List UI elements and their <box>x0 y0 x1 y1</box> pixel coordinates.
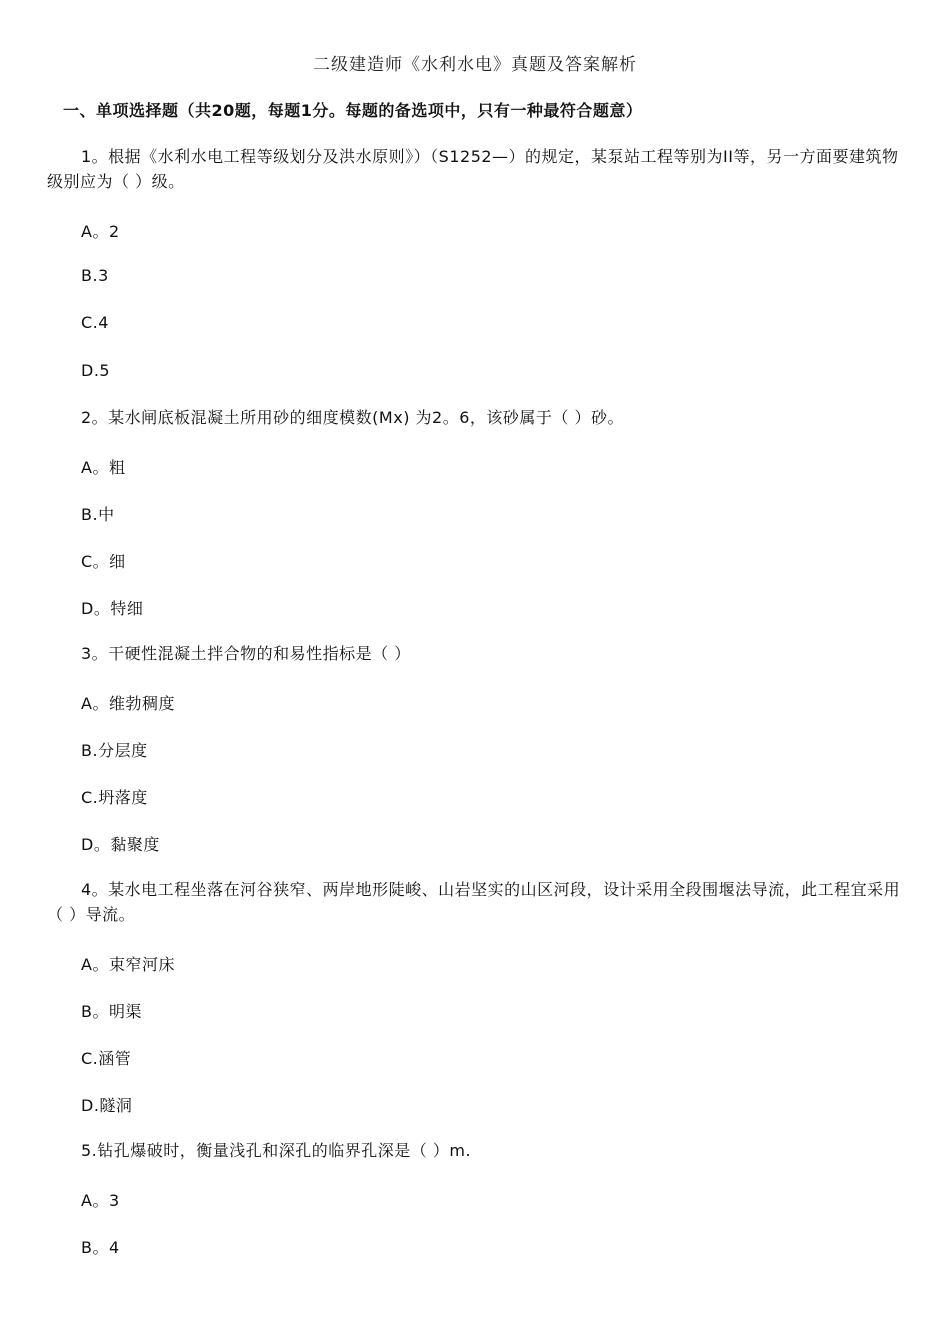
section-heading: 一、单项选择题（共20题，每题1分。每题的备选项中，只有一种最符合题意） <box>63 101 643 120</box>
question-5-option-b: B。4 <box>81 1238 120 1257</box>
question-3-option-c: C.坍落度 <box>81 788 148 807</box>
question-3-option-b: B.分层度 <box>81 741 148 760</box>
question-3-option-a: A。维勃稠度 <box>81 694 175 713</box>
question-5-option-a: A。3 <box>81 1191 120 1210</box>
question-4-option-a: A。束窄河床 <box>81 955 175 974</box>
question-4-option-c: C.涵管 <box>81 1049 132 1068</box>
question-1-stem: 1。根据《水利水电工程等级划分及洪水原则》）（S1252—）的规定，某泵站工程等别为II等，另一方面要建筑物级别应为（ ）级。 <box>47 147 899 191</box>
question-4-option-b: B。明渠 <box>81 1002 142 1021</box>
question-3-stem: 3。干硬性混凝土拌合物的和易性指标是（ ） <box>81 644 411 663</box>
question-4-option-d: D.隧洞 <box>81 1096 133 1115</box>
question-2-option-d: D。特细 <box>81 599 144 618</box>
question-1-option-a: A。2 <box>81 222 120 241</box>
question-1-option-d: D.5 <box>81 361 111 380</box>
question-2-stem: 2。某水闸底板混凝土所用砂的细度模数(Mx) 为2。6，该砂属于（ ）砂。 <box>81 408 624 427</box>
question-1-option-c: C.4 <box>81 313 109 332</box>
question-5-stem: 5.钻孔爆破时，衡量浅孔和深孔的临界孔深是（ ）m. <box>81 1141 472 1160</box>
question-4-stem: 4。某水电工程坐落在河谷狭窄、两岸地形陡峻、山岩坚实的山区河段，设计采用全段围堰法导流，此工程宜采用（ ）导流。 <box>47 880 901 924</box>
question-2-option-b: B.中 <box>81 505 115 524</box>
question-3-option-d: D。黏聚度 <box>81 835 160 854</box>
document-title: 二级建造师《水利水电》真题及答案解析 <box>313 55 637 75</box>
question-2-option-c: C。细 <box>81 552 126 571</box>
question-2-option-a: A。粗 <box>81 458 126 477</box>
question-1-option-b: B.3 <box>81 266 109 285</box>
